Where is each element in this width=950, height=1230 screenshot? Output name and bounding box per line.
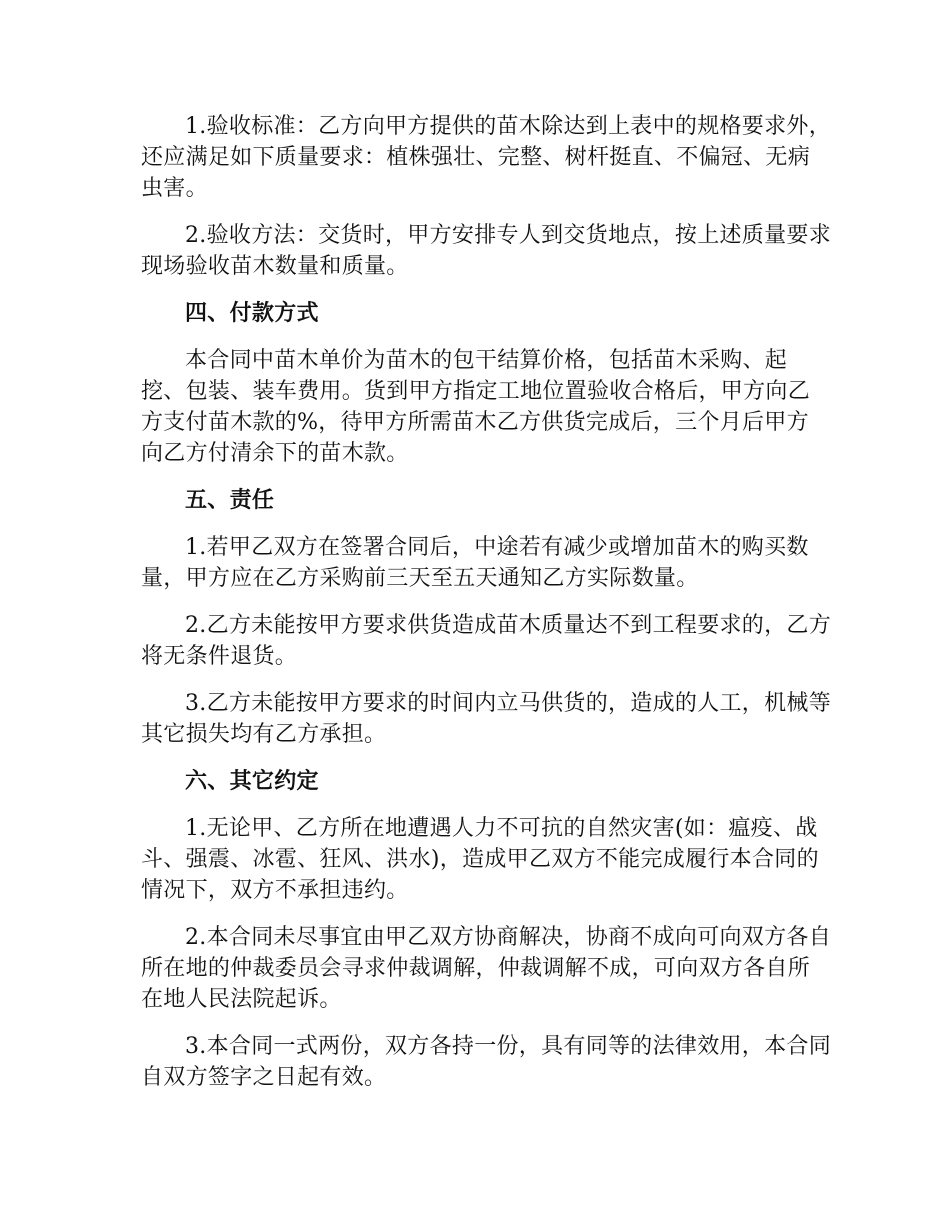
acceptance-method-paragraph: 2.验收方法：交货时，甲方安排专人到交货地点，按上述质量要求现场验收苗木数量和质量。 [141, 223, 831, 279]
section-liability-heading: 五、责任 [185, 487, 275, 513]
liability-item-2: 2.乙方未能按甲方要求供货造成苗木质量达不到工程要求的，乙方将无条件退货。 [141, 613, 831, 669]
section-other-heading: 六、其它约定 [185, 768, 319, 794]
acceptance-standard-paragraph: 1.验收标准：乙方向甲方提供的苗木除达到上表中的规格要求外，还应满足如下质量要求：植株强壮、完整、树杆挺直、不偏冠、无病虫害。 [141, 114, 831, 201]
payment-paragraph: 本合同中苗木单价为苗木的包干结算价格，包括苗木采购、起挖、包装、装车费用。货到甲方指定工地位置验收合格后，甲方向乙方支付苗木款的%，待甲方所需苗木乙方供货完成后，三个月后甲方向乙方付清余下的苗木款。 [141, 348, 811, 466]
other-item-2: 2.本合同未尽事宜由甲乙双方协商解决，协商不成向可向双方各自所在地的仲裁委员会寻求仲裁调解，仲裁调解不成，可向双方各自所在地人民法院起诉。 [141, 925, 831, 1012]
liability-item-3: 3.乙方未能按甲方要求的时间内立马供货的，造成的人工，机械等其它损失均有乙方承担。 [141, 691, 831, 747]
document-page [141, 111, 831, 1109]
liability-item-1: 1.若甲乙双方在签署合同后，中途若有减少或增加苗木的购买数量，甲方应在乙方采购前三天至五天通知乙方实际数量。 [141, 535, 809, 591]
other-item-1: 1.无论甲、乙方所在地遭遇人力不可抗的自然灾害(如：瘟疫、战斗、强震、冰雹、狂风、洪水)，造成甲乙双方不能完成履行本合同的情况下，双方不承担违约。 [141, 816, 819, 903]
section-payment-heading: 四、付款方式 [185, 300, 319, 326]
other-item-3: 3.本合同一式两份，双方各持一份，具有同等的法律效用，本合同自双方签字之日起有效。 [141, 1034, 831, 1090]
